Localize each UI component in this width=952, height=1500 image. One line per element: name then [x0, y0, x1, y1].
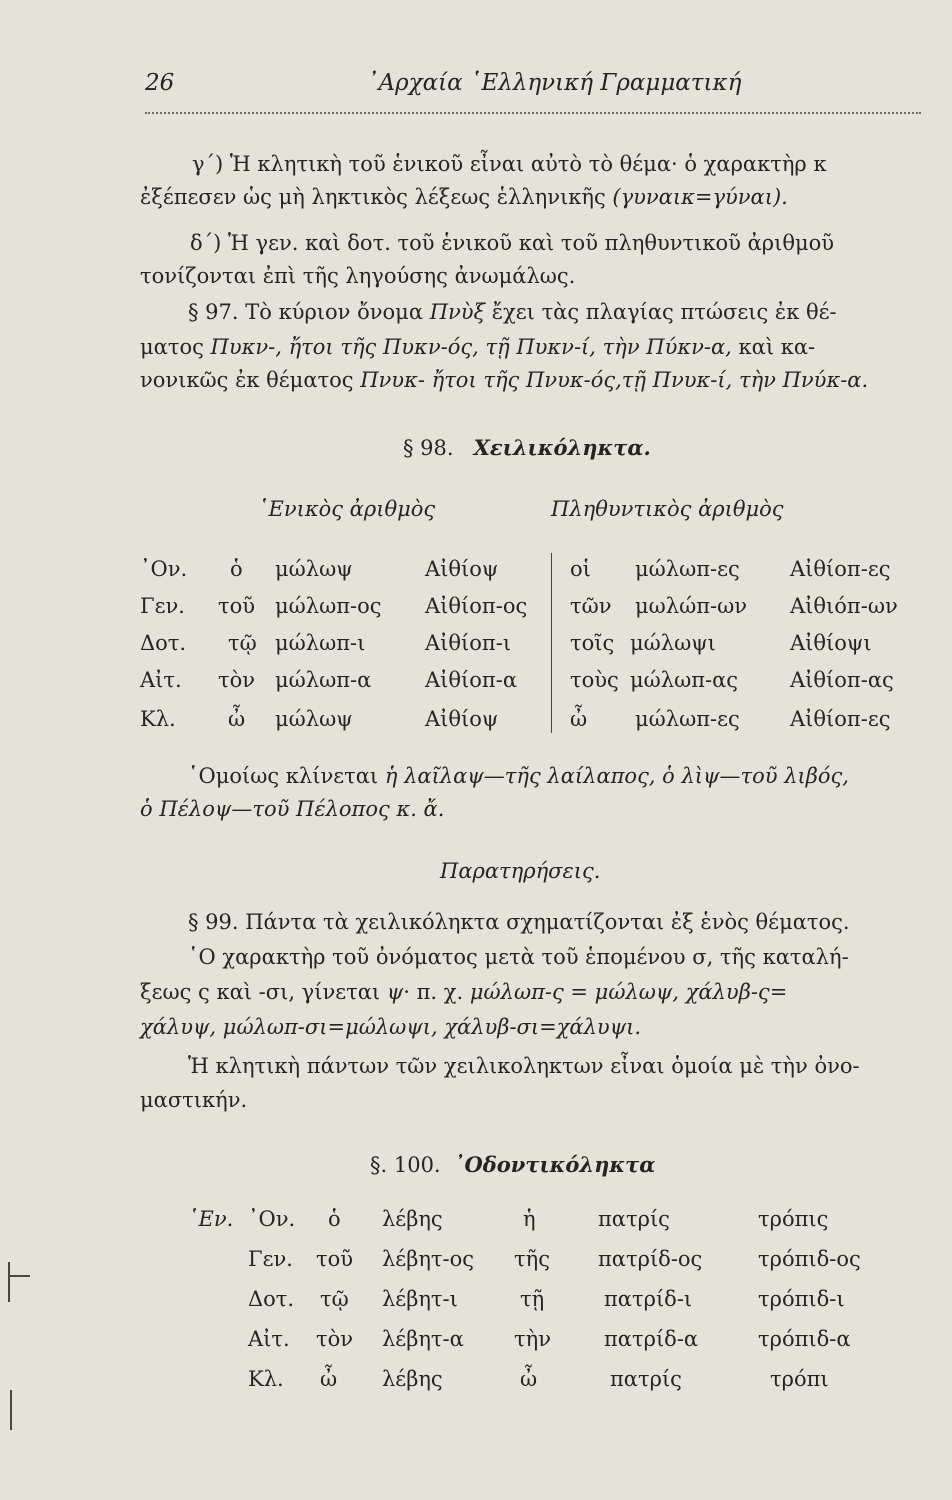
noun-form-3: τρόπι — [770, 1367, 829, 1391]
article: ὁ — [230, 557, 243, 581]
plural-article: τῶν — [570, 594, 612, 618]
noun-form: μώλωψ — [275, 707, 353, 731]
noun-form: μώλωπ-α — [275, 668, 372, 692]
plural-noun-form: μώλωπ-ας — [630, 668, 739, 692]
s97-name: Πνὺξ — [429, 300, 486, 324]
article-2: τῆς — [514, 1247, 550, 1271]
article-2: ὦ — [520, 1367, 538, 1391]
s99-eg: · π. χ. — [403, 980, 470, 1004]
intro-line-2-text: ἐξέπεσεν ὡς μὴ ληκτικὸς λέξεως ἑλληνικῆς — [140, 185, 613, 209]
margin-pencil-mark — [10, 1390, 12, 1430]
noun-form: λέβητ-ι — [382, 1287, 458, 1311]
plural-article: ὦ — [570, 707, 588, 731]
similar-line-2: ὁ Πέλοψ—τοῦ Πέλοπος κ. ἄ. — [140, 797, 445, 821]
article: τὸν — [218, 668, 256, 692]
s97-line-1 — [188, 298, 837, 326]
noun-form-2: πατρίς — [598, 1207, 670, 1231]
intro-line-1: γ΄) Ἡ κλητικὴ τοῦ ἑνικοῦ εἶναι αὐτὸ τὸ θέμα· ὁ χαρακτὴρ κ — [192, 152, 827, 176]
s97-line-3-forms: Πνυκ- ἤτοι τῆς Πνυκ-ός,τῇ Πνυκ-ί, τὴν Πνύκ-α. — [360, 368, 869, 392]
s100-number: §. 100. — [370, 1153, 441, 1177]
case-label: Δοτ. — [248, 1287, 295, 1311]
article: τὸν — [316, 1327, 354, 1351]
intro-line-3: δ΄) Ἡ γεν. καὶ δοτ. τοῦ ἑνικοῦ καὶ τοῦ πληθυντικοῦ ἀριθμοῦ — [190, 231, 835, 255]
plural-article: τοὺς — [570, 668, 619, 692]
noun-form: μώλωψ — [275, 557, 353, 581]
proper-form: Αἰθίοπ-ος — [425, 594, 528, 618]
s99-line-3-text: ξεως ς καὶ -σι, γίνεται — [140, 980, 387, 1004]
article: τῷ — [228, 631, 257, 655]
case-label: ᾿Ον. — [248, 1207, 296, 1231]
intro-line-2 — [140, 183, 788, 211]
s99-line-5: Ἡ κλητικὴ πάντων τῶν χειλικοληκτων εἶναι ὁμοία μὲ τὴν ὀνο- — [188, 1054, 860, 1078]
s98-heading — [403, 434, 651, 462]
s99-line-1: § 99. Πάντα τὰ χειλικόληκτα σχηματίζονται ἐξ ἑνὸς θέματος. — [188, 910, 850, 934]
proper-form: Αἰθίοπ-α — [425, 668, 517, 692]
proper-form: Αἰθίοψ — [425, 707, 499, 731]
proper-form: Αἰθίοπ-ι — [425, 631, 512, 655]
article-2: ἡ — [523, 1207, 536, 1231]
plural-proper-form: Αἰθίοπ-ες — [790, 557, 891, 581]
noun-form-3: τρόπιδ-ι — [758, 1287, 845, 1311]
article: τοῦ — [218, 594, 256, 618]
noun-form-2: πατρίδ-ι — [604, 1287, 693, 1311]
case-label: Κλ. — [248, 1367, 284, 1391]
intro-line-2-example: (γυναικ=γύναι). — [612, 185, 788, 209]
noun-form: μώλωπ-ι — [275, 631, 366, 655]
noun-form-2: πατρίδ-α — [604, 1327, 699, 1351]
intro-line-4: τονίζονται ἐπὶ τῆς ληγούσης ἀνωμάλως. — [140, 264, 576, 288]
s99-examples: μώλωπ-ς = μώλωψ, χάλυβ-ς= — [469, 980, 788, 1004]
plural-noun-form: μωλώπ-ων — [635, 594, 747, 618]
noun-form-2: πατρίδ-ος — [598, 1247, 703, 1271]
plural-proper-form: Αἰθιόπ-ων — [790, 594, 898, 618]
article: ὁ — [328, 1207, 341, 1231]
noun-form-3: τρόπις — [758, 1207, 829, 1231]
s99-line-6: μαστικήν. — [140, 1088, 248, 1112]
case-label: Γεν. — [248, 1247, 293, 1271]
s97-line-2-rest: καὶ κα- — [731, 335, 816, 359]
page-number: 26 — [145, 70, 175, 96]
s98-title: Χειλικόληκτα. — [473, 435, 651, 460]
s97-line-1-rest: ἔχει τὰς πλαγίας πτώσεις ἐκ θέ- — [485, 300, 837, 324]
plural-noun-form: μώλωπ-ες — [635, 707, 740, 731]
case-label: Αἰτ. — [248, 1327, 290, 1351]
s97-line-2 — [140, 333, 815, 361]
case-label: ᾿Ον. — [140, 557, 188, 581]
running-title: ᾿Αρχαία ῾Ελληνική Γραμματική — [367, 70, 742, 96]
plural-article: οἱ — [570, 557, 591, 581]
page-header — [145, 70, 921, 114]
s99-psi: ψ — [386, 980, 404, 1004]
article-2: τὴν — [514, 1327, 551, 1351]
s97-line-3 — [140, 366, 868, 394]
noun-form: λέβης — [382, 1207, 443, 1231]
noun-form: μώλωπ-ος — [275, 594, 382, 618]
case-label: Κλ. — [140, 707, 176, 731]
s100-heading — [370, 1151, 655, 1179]
s97-line-3-text: νονικῶς ἐκ θέματος — [140, 368, 361, 392]
s97-line-2-forms: Πυκν-, ἤτοι τῆς Πυκν-ός, τῇ Πυκν-ί, τὴν Πύκν-α, — [210, 335, 732, 359]
s97-line-1-text: § 97. Τὸ κύριον ὄνομα — [188, 300, 430, 324]
article: ὦ — [228, 707, 246, 731]
case-label: Δοτ. — [140, 631, 187, 655]
noun-form: λέβητ-α — [382, 1327, 464, 1351]
singular-label: ῾Εν. — [188, 1207, 234, 1231]
singular-heading: ῾Ενικὸς ἀριθμὸς — [258, 497, 436, 521]
article: τῷ — [320, 1287, 349, 1311]
margin-pencil-mark — [8, 1262, 10, 1302]
plural-article: τοῖς — [570, 631, 615, 655]
case-label: Αἰτ. — [140, 668, 182, 692]
similar-intro: ῾Ομοίως κλίνεται — [188, 764, 385, 788]
table-divider — [551, 553, 552, 733]
plural-proper-form: Αἰθίοπ-ας — [790, 668, 894, 692]
plural-noun-form: μώλωψι — [630, 631, 716, 655]
article-2: τῇ — [520, 1287, 545, 1311]
proper-form: Αἰθίοψ — [425, 557, 499, 581]
margin-pencil-mark — [8, 1275, 30, 1277]
plural-heading: Πληθυντικὸς ἀριθμὸς — [551, 497, 784, 521]
plural-proper-form: Αἰθίοψι — [790, 631, 872, 655]
similar-line-1 — [188, 762, 849, 790]
noun-form-3: τρόπιδ-ος — [758, 1247, 861, 1271]
plural-noun-form: μώλωπ-ες — [635, 557, 740, 581]
similar-examples: ἡ λαῖλαψ—τῆς λαίλαπος, ὁ λὶψ—τοῦ λιβός, — [384, 764, 849, 788]
article: τοῦ — [316, 1247, 354, 1271]
s99-line-2: ῾Ο χαρακτὴρ τοῦ ὀνόματος μετὰ τοῦ ἑπομένου σ, τῆς καταλή- — [188, 945, 849, 969]
s99-line-4: χάλυψ, μώλωπ-σι=μώλωψι, χάλυβ-σι=χάλυψι. — [140, 1015, 642, 1039]
noun-form-2: πατρίς — [610, 1367, 682, 1391]
s99-line-3 — [140, 978, 787, 1006]
remarks-heading: Παρατηρήσεις. — [440, 859, 601, 883]
s97-line-2-text: ματος — [140, 335, 211, 359]
s98-number: § 98. — [403, 436, 454, 460]
article: ὦ — [320, 1367, 338, 1391]
noun-form: λέβης — [382, 1367, 443, 1391]
noun-form-3: τρόπιδ-α — [758, 1327, 851, 1351]
case-label: Γεν. — [140, 594, 185, 618]
noun-form: λέβητ-ος — [382, 1247, 475, 1271]
s100-title: ᾿Οδοντικόληκτα — [453, 1152, 656, 1177]
plural-proper-form: Αἰθίοπ-ες — [790, 707, 891, 731]
